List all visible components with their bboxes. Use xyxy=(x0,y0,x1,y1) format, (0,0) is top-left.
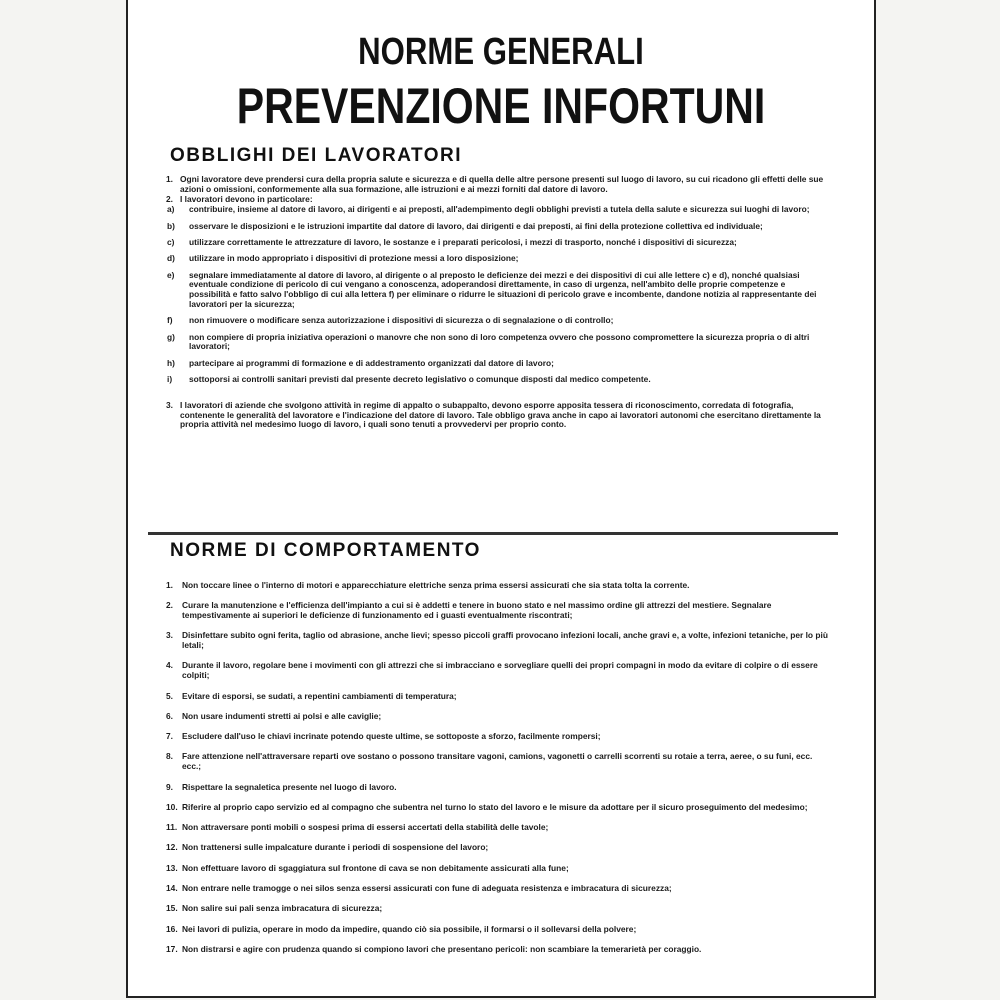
subitem-text: utilizzare in modo appropriato i dispositivi di protezione messi a loro disposizione; xyxy=(189,253,519,264)
item-number: 3. xyxy=(166,399,173,410)
item-number: 12. xyxy=(166,842,178,853)
subitem xyxy=(166,271,828,310)
subitem xyxy=(166,254,828,264)
item-number: 9. xyxy=(166,781,173,792)
list-item xyxy=(166,175,828,195)
subitem-text: segnalare immediatamente al datore di lavoro, al dirigente o al preposto le deficienze dei mezzi e dei dispositivi di cui alle lettere c) e d), nonché qualsiasi eventuale condizione di pericolo di cui vengano a conoscenza, adoperandosi direttamente, in caso di urgenza, nell'ambito delle proprie competenze e possibilità e fatto salvo l'obbligo di cui alla lettera f) per eliminare o ridurre le situazioni di pericolo grave e incombente, dandone notizia al rappresentante dei lavoratori per la sicurezza; xyxy=(189,269,817,309)
section-heading-norme: NORME DI COMPORTAMENTO xyxy=(170,540,481,561)
item-text: Ogni lavoratore deve prendersi cura della propria salute e sicurezza e di quella delle altre persone presenti sul luogo di lavoro, su cui ricadono gli effetti delle sue azioni o omissioni, conformemente alla sua formazione, alle istruzioni e ai mezzi forniti dal datore di lavoro. xyxy=(180,174,824,194)
item-number: 10. xyxy=(166,801,178,812)
list-item xyxy=(166,732,828,742)
item-text: Non toccare linee o l'interno di motori e apparecchiature elettriche senza prima essersi assicurati che sia stata tolta la corrente. xyxy=(182,580,690,590)
subitem xyxy=(166,222,828,232)
list-item xyxy=(166,752,828,772)
item-number: 13. xyxy=(166,862,178,873)
subitem-text: utilizzare correttamente le attrezzature di lavoro, le sostanze e i preparati pericolosi, i mezzi di trasporto, nonché i dispositivi di sicurezza; xyxy=(189,236,737,247)
list-item xyxy=(166,945,828,955)
list-item xyxy=(166,661,828,681)
item-number: 5. xyxy=(166,690,173,701)
item-number: 15. xyxy=(166,903,178,914)
item-text: Curare la manutenzione e l'efficienza dell'impianto a cui si è addetti e tenere in buono stato e nel massimo ordine gli attrezzi del mestiere. Segnalare tempestivamente ai superiori le deficienze di funzionamento ed i guasti eventualmente riscontrati; xyxy=(182,600,772,621)
subitem-list xyxy=(166,205,828,384)
subitem-text: osservare le disposizioni e le istruzioni impartite dal datore di lavoro, dai dirigenti e dai preposti, ai fini della protezione collettiva ed individuale; xyxy=(189,220,763,231)
norme-list xyxy=(166,581,828,965)
subitem-text: partecipare ai programmi di formazione e di addestramento organizzati dal datore di lavoro; xyxy=(189,357,554,368)
item-number: 2. xyxy=(166,193,173,204)
poster-title-line1: NORME GENERALI xyxy=(358,31,644,73)
item-text: Non attraversare ponti mobili o sospesi prima di essersi accertati della stabilità delle tavole; xyxy=(182,822,549,833)
item-number: 1. xyxy=(166,580,173,590)
subitem-letter: a) xyxy=(167,204,175,215)
subitem xyxy=(166,316,828,326)
subitem-letter: g) xyxy=(167,331,175,342)
item-text: Non salire sui pali senza imbracatura di sicurezza; xyxy=(182,903,383,914)
subitem-text: sottoporsi ai controlli sanitari previsti dal presente decreto legislativo o comunque disposti dal medico competente. xyxy=(189,373,651,384)
section-divider xyxy=(148,532,838,535)
item-number: 7. xyxy=(166,731,173,742)
obblighi-list xyxy=(166,175,828,430)
item-text: I lavoratori di aziende che svolgono attività in regime di appalto o subappalto, devono esporre apposita tessera di riconoscimento, corredata di fotografia, contenente le generalità del lavoratore e l'indicazione del datore di lavoro. Tale obbligo grava anche in capo ai lavoratori autonomi che esercitano direttamente la propria attività nel medesimo luogo di lavoro, i quali sono tenuti a provvedervi per proprio conto. xyxy=(180,399,821,430)
item-text: Non entrare nelle tramogge o nei silos senza essersi assicurati con fune di adeguata resistenza e imbracatura di sicurezza; xyxy=(182,883,672,894)
item-number: 11. xyxy=(166,822,178,833)
list-item xyxy=(166,692,828,702)
item-text: I lavoratori devono in particolare: xyxy=(180,193,313,204)
subitem-letter: c) xyxy=(167,236,175,247)
list-item xyxy=(166,712,828,722)
list-item xyxy=(166,884,828,894)
list-item xyxy=(166,195,828,205)
subitem-letter: b) xyxy=(167,220,175,231)
item-text: Nei lavori di pulizia, operare in modo da impedire, quando ciò sia possibile, il formarsi o il sollevarsi della polvere; xyxy=(182,923,637,934)
item-text: Non effettuare lavoro di sgaggiatura sul frontone di cava se non debitamente assicurati alla fune; xyxy=(182,862,569,873)
safety-poster xyxy=(126,0,876,998)
item-number: 1. xyxy=(166,174,173,184)
list-item xyxy=(166,783,828,793)
list-item xyxy=(166,925,828,935)
subitem-letter: h) xyxy=(167,357,175,368)
item-number: 4. xyxy=(166,660,173,671)
subitem-letter: i) xyxy=(167,373,173,384)
item-number: 14. xyxy=(166,883,178,894)
list-item xyxy=(166,904,828,914)
list-item xyxy=(166,581,828,591)
subitem xyxy=(166,375,828,385)
item-number: 8. xyxy=(166,751,173,762)
item-number: 6. xyxy=(166,710,173,721)
list-item xyxy=(166,843,828,853)
subitem-text: non rimuovere o modificare senza autorizzazione i dispositivi di sicurezza o di segnalazione o di controllo; xyxy=(189,315,614,326)
item-text: Riferire al proprio capo servizio ed al compagno che subentra nel turno lo stato del lavoro e le misure da adottare per il sicuro proseguimento del medesimo; xyxy=(182,801,808,812)
item-text: Non distrarsi e agire con prudenza quando si compiono lavori che presentano pericoli: non scambiare la temerarietà per coraggio. xyxy=(182,943,702,954)
subitem-letter: f) xyxy=(167,315,173,326)
list-item xyxy=(166,631,828,651)
poster-title-line2: PREVENZIONE INFORTUNI xyxy=(236,78,766,134)
subitem xyxy=(166,205,828,215)
item-number: 2. xyxy=(166,600,173,611)
item-text: Disinfettare subito ogni ferita, taglio od abrasione, anche lievi; spesso piccoli graffi provocano infezioni locali, anche gravi e, a volte, infezioni tetaniche, per lo più letali; xyxy=(182,630,828,651)
list-item xyxy=(166,601,828,621)
item-number: 17. xyxy=(166,943,178,954)
list-item xyxy=(166,803,828,813)
item-text: Non usare indumenti stretti ai polsi e alle caviglie; xyxy=(182,710,382,721)
subitem xyxy=(166,359,828,369)
item-text: Fare attenzione nell'attraversare reparti ove sostano o possono transitare vagoni, camions, vagonetti o carrelli scorrenti su rotaie a terra, aeree, o su funi, ecc. ecc.; xyxy=(182,751,813,772)
subitem-text: contribuire, insieme al datore di lavoro, ai dirigenti e ai preposti, all'adempimento degli obblighi previsti a tutela della salute e sicurezza sui luoghi di lavoro; xyxy=(189,204,810,215)
item-number: 3. xyxy=(166,630,173,641)
subitem-letter: d) xyxy=(167,253,175,264)
item-number: 16. xyxy=(166,923,178,934)
item-text: Rispettare la segnaletica presente nel luogo di lavoro. xyxy=(182,781,397,792)
list-item xyxy=(166,401,828,430)
item-text: Escludere dall'uso le chiavi incrinate potendo queste ultime, se sottoposte a sforzo, facilmente rompersi; xyxy=(182,731,601,742)
subitem-letter: e) xyxy=(167,269,175,280)
list-item xyxy=(166,864,828,874)
subitem-text: non compiere di propria iniziativa operazioni o manovre che non sono di loro competenza ovvero che possono compromettere la sicurezza propria o di altri lavoratori; xyxy=(189,331,810,352)
item-text: Non trattenersi sulle impalcature durante i periodi di sospensione del lavoro; xyxy=(182,842,489,853)
item-text: Durante il lavoro, regolare bene i movimenti con gli attrezzi che si imbracciano e sorvegliare quelli dei propri compagni in modo da evitare di colpire o di essere colpiti; xyxy=(182,660,818,681)
subitem xyxy=(166,238,828,248)
list-item xyxy=(166,823,828,833)
section-heading-obblighi: OBBLIGHI DEI LAVORATORI xyxy=(170,145,463,166)
subitem xyxy=(166,333,828,353)
item-text: Evitare di esporsi, se sudati, a repentini cambiamenti di temperatura; xyxy=(182,690,457,701)
